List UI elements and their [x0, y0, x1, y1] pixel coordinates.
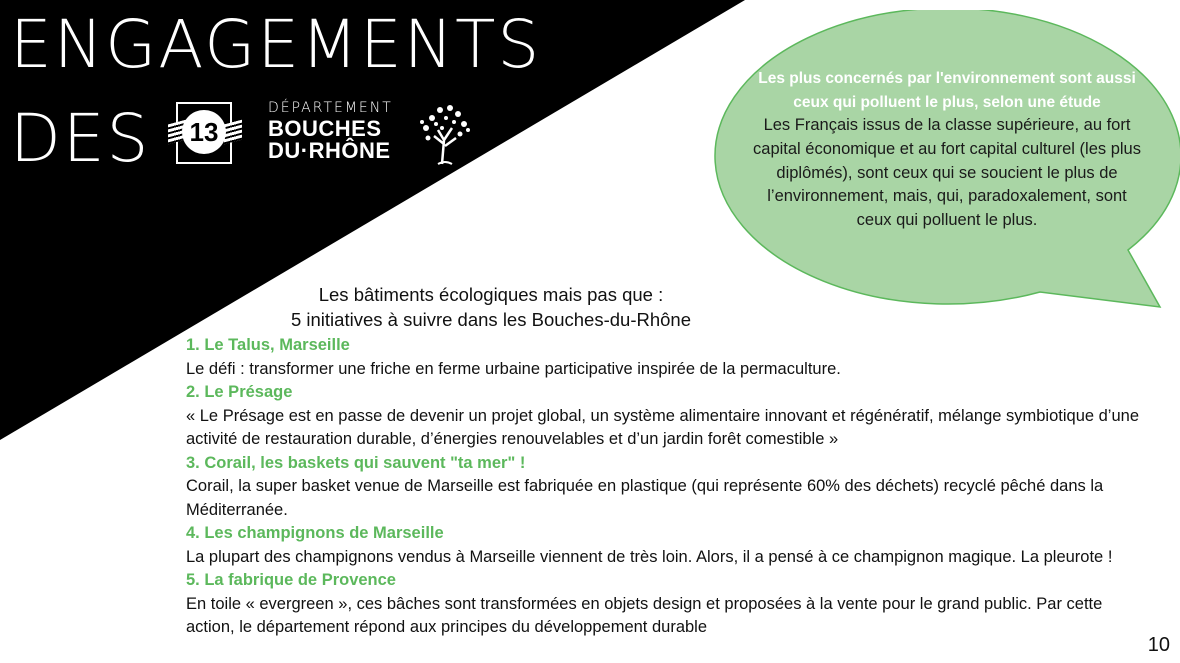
item-body: « Le Présage est en passe de devenir un projet global, un système alimentaire innovant et régénératif, mélange symbiotique d’une activité de restauration durable, d’énergies renouvelables et d’un jardin forêt comestible » [186, 406, 1140, 448]
logo-name-line-1: BOUCHES [268, 116, 382, 141]
item-body: Le défi : transformer une friche en ferme urbaine participative inspirée de la permaculture. [186, 359, 841, 378]
item-body: Corail, la super basket venue de Marseille est fabriquée en plastique (qui représente 60% des déchets) recyclé pêché dans la Méditerranée. [186, 477, 1104, 519]
speech-bubble-text [748, 67, 1146, 233]
item-body: En toile « evergreen », ces bâches sont transformées en objets design et proposées à la vente pour le grand public. Par cette action, le département répond aux principes du développement durable [186, 594, 1103, 636]
list-item [186, 522, 1146, 569]
slide-title-line-1: ENGAGEMENTS [10, 6, 542, 83]
item-heading: 2. Le Présage [186, 383, 293, 401]
section-title [186, 282, 796, 332]
logo-department-label: DÉPARTEMENT [268, 100, 393, 116]
initiatives-section [186, 282, 1146, 640]
item-heading: 3. Corail, les baskets qui sauvent "ta mer" ! [186, 453, 526, 472]
slide-title-line-2: DES [10, 100, 151, 177]
logo-name-line-2: DU·RHÔNE [268, 138, 391, 163]
logo-wing-right-icon [224, 120, 242, 145]
item-heading: 5. La fabrique de Provence [186, 571, 396, 589]
item-heading: 1. Le Talus, Marseille [186, 336, 350, 354]
page-number: 10 [1147, 634, 1170, 656]
section-title-line-1: Les bâtiments écologiques mais pas que : [318, 284, 664, 305]
item-heading: 4. Les champignons de Marseille [186, 524, 444, 542]
logo-department-name [268, 118, 391, 162]
list-item [186, 334, 1146, 381]
department-logo [172, 100, 482, 170]
logo-badge-number: 13 [182, 110, 226, 154]
bubble-body: Les Français issus de la classe supérieure, au fort capital économique et au fort capital culturel (les plus diplômés), sont ceux qui se soucient le plus de l’environnement, mais, qui, paradoxalement, sont ceux qui polluent le plus. [753, 116, 1141, 230]
olive-tree-icon [412, 100, 478, 166]
list-item [186, 452, 1146, 523]
section-title-line-2: 5 initiatives à suivre dans les Bouches-du-Rhône [290, 309, 692, 330]
list-item [186, 569, 1146, 640]
initiatives-list [186, 334, 1146, 640]
item-body: La plupart des champignons vendus à Marseille viennent de très loin. Alors, il a pensé à ce champignon magique. La pleurote ! [186, 547, 1113, 566]
bubble-headline: Les plus concernés par l'environnement sont aussi ceux qui polluent le plus, selon une étude [758, 70, 1136, 111]
list-item [186, 381, 1146, 452]
